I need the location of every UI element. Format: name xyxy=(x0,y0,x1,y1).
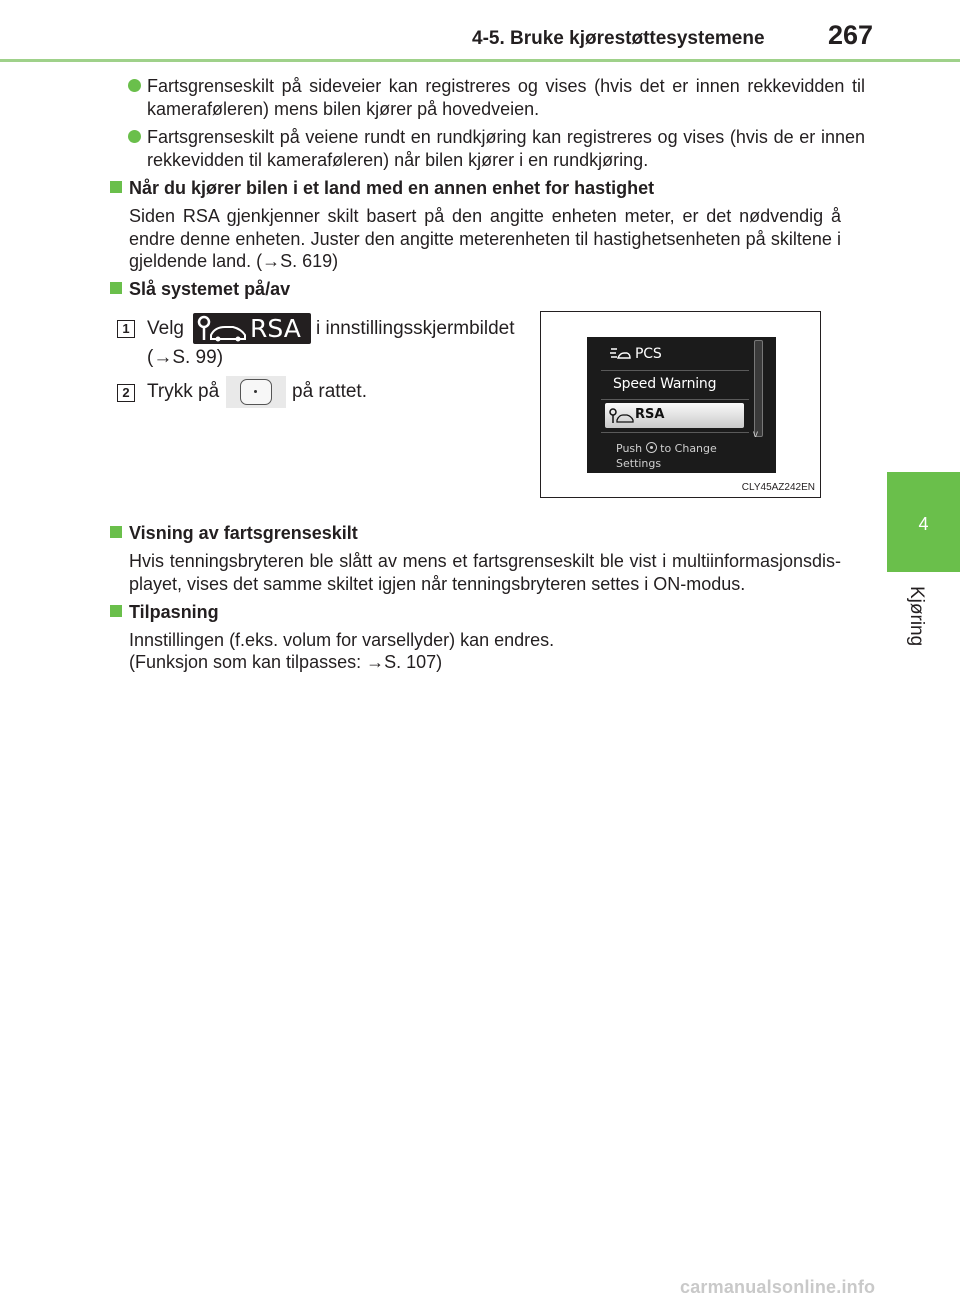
rsa-icon xyxy=(193,313,249,344)
step-text: Trykk på xyxy=(147,381,220,402)
section-heading: Tilpasning xyxy=(110,601,219,623)
scrollbar xyxy=(754,340,763,437)
section-body: (Funksjon som kan tilpasses: →S. 107) xyxy=(129,652,443,672)
menu-item-rsa-selected: RSA xyxy=(605,403,744,428)
pcs-icon xyxy=(609,346,631,362)
bullet-dot-icon xyxy=(128,79,141,92)
settings-screen-figure xyxy=(540,311,821,498)
bullet-text: Fartsgrenseskilt på veiene rundt en rundkjøring kan registreres og vises (hvis de er innen rekkevidden til kameraføleren) når bilen kjører i en rundkjøring. xyxy=(147,127,865,170)
step-number: 2 xyxy=(117,384,135,402)
chapter-label: Kjøring xyxy=(906,586,927,647)
bullet-item xyxy=(128,126,865,171)
step-text: i innstillingsskjermbildet xyxy=(316,318,515,339)
section-heading: Visning av fartsgrenseskilt xyxy=(110,522,358,544)
square-bullet-icon xyxy=(110,181,122,193)
multi-info-display xyxy=(587,337,776,473)
chapter-number: 4 xyxy=(918,514,929,534)
square-bullet-icon xyxy=(110,282,122,294)
page-reference: (→S. 99) xyxy=(147,347,224,368)
rsa-icon xyxy=(608,407,634,425)
menu-item-speed-warning: Speed Warning xyxy=(613,376,717,392)
section-body: Innstillingen (f.eks. volum for varsellyder) kan endres. xyxy=(129,630,555,650)
watermark: carmanualsonline.info xyxy=(680,1277,876,1297)
steering-switch-button xyxy=(226,376,286,408)
bullet-item xyxy=(128,75,865,120)
bullet-dot-icon xyxy=(128,130,141,143)
chapter-tab xyxy=(887,472,960,572)
figure-code: CLY45AZ242EN xyxy=(741,482,815,493)
section-heading: Når du kjører bilen i et land med en annen enhet for hastighet xyxy=(110,177,654,199)
square-bullet-icon xyxy=(110,526,122,538)
chevron-down-icon: v xyxy=(753,429,758,440)
square-bullet-icon xyxy=(110,605,122,617)
header-rule xyxy=(0,59,960,62)
settings-hint: Push to Change Settings xyxy=(616,442,717,470)
section-body: Hvis tenningsbryteren ble slått av mens et fartsgrenseskilt ble vist i multiinformasjonsdis-playet, vises det samme skiltet igjen når tenningsbryteren settes i ON-modus. xyxy=(129,551,841,594)
step-text: Velg xyxy=(147,318,184,339)
section-body: Siden RSA gjenkjenner skilt basert på den angitte enheten meter, er det nødvendig å endre denne enheten. Juster den angitte meterenheten til hastighetsenheten på skiltene i gjeldende land. (→S. 619) xyxy=(129,206,841,271)
step-number: 1 xyxy=(117,320,135,338)
bullet-text: Fartsgrenseskilt på sideveier kan registreres og vises (hvis det er innen rekkevidden til kameraføleren) mens bilen kjører på hovedveien. xyxy=(147,76,865,119)
section-title: 4-5. Bruke kjørestøttesystemene xyxy=(472,28,765,49)
section-heading: Slå systemet på/av xyxy=(110,278,290,300)
page-number: 267 xyxy=(828,20,874,50)
step-text: på rattet. xyxy=(292,381,367,402)
menu-item-pcs: PCS xyxy=(635,346,662,362)
push-button-icon xyxy=(646,442,657,453)
rsa-badge: RSA xyxy=(193,313,311,344)
